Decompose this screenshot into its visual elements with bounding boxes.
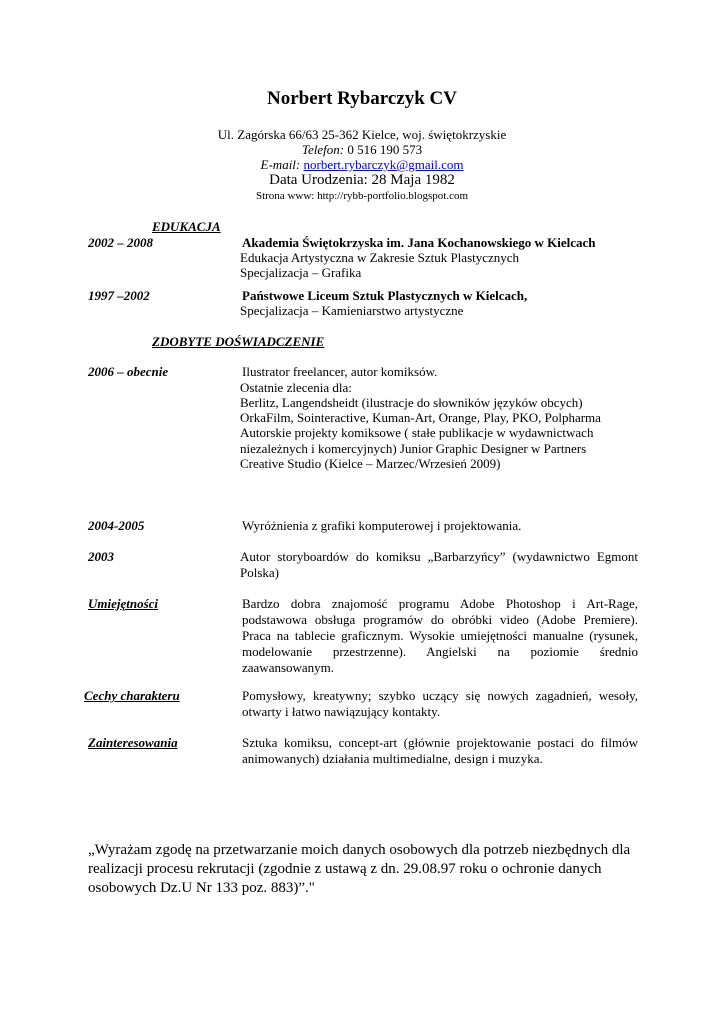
exp1-line: Ostatnie zlecenia dla:: [240, 380, 352, 395]
skills-text: Bardzo dobra znajomość programu Adobe Photoshop i Art-Rage, podstawowa obsługa programów do obróbki video (Adobe Premiere). Praca na tablecie graficznym. Wysokie umiejętności manualne (rysunek, modelowanie przestrzenne). Angielski na poziomie średnio zaawansowanym.: [242, 596, 638, 675]
edu1-school: Akademia Świętokrzyska im. Jana Kochanowskiego w Kielcach: [242, 235, 596, 250]
interests-label: Zainteresowania: [88, 735, 178, 750]
experience-heading: ZDOBYTE DOŚWIADCZENIE: [152, 334, 325, 349]
phone-line: [0, 142, 724, 158]
phone-number: 0 516 190 573: [347, 142, 423, 157]
data-consent-clause: „Wyrażam zgodę na przetwarzanie moich danych osobowych dla potrzeb niezbędnych dla realizacji procesu rekrutacji (zgodnie z ustawą z dn. 29.08.97 roku o ochronie danych osobowych Dz.U Nr 133 poz. 883)”.": [88, 842, 631, 896]
website: Strona www: http://rybb-portfolio.blogspot.com: [255, 190, 469, 202]
exp1-line: niezależnych i komercyjnych) Junior Graphic Designer w Partners: [240, 441, 587, 456]
exp2-text: Wyróżnienia z grafiki komputerowej i projektowania.: [242, 518, 522, 533]
email-link[interactable]: norbert.rybarczyk@gmail.com: [303, 157, 464, 172]
edu1-line1: Edukacja Artystyczna w Zakresie Sztuk Plastycznych: [240, 250, 520, 265]
cv-title: Norbert Rybarczyk CV: [267, 88, 457, 109]
traits-text: Pomysłowy, kreatywny; szybko uczący się nowych zagadnień, wesoły, otwarty i łatwo nawiązujący kontakty.: [242, 688, 638, 719]
address: Ul. Zagórska 66/63 25-362 Kielce, woj. świętokrzyskie: [217, 127, 507, 142]
traits-label: Cechy charakteru: [84, 688, 180, 703]
edu2-line1: Specjalizacja – Kamieniarstwo artystyczne: [240, 303, 464, 318]
exp1-line: Berlitz, Langendsheidt (ilustracje do słowników języków obcych): [240, 395, 583, 410]
exp1-line: Autorskie projekty komiksowe ( stałe publikacje w wydawnictwach: [240, 425, 594, 440]
exp1-line: Creative Studio (Kielce – Marzec/Wrzesień 2009): [240, 456, 501, 471]
edu2-school: Państwowe Liceum Sztuk Plastycznych w Kielcach,: [242, 288, 528, 303]
exp3-date: 2003: [88, 549, 114, 564]
edu1-date: 2002 – 2008: [88, 235, 153, 250]
skills-label: Umiejętności: [88, 596, 159, 611]
birth-date: Data Urodzenia: 28 Maja 1982: [269, 172, 455, 188]
exp1-line: Ilustrator freelancer, autor komiksów.: [242, 364, 438, 379]
exp1-date: 2006 – obecnie: [88, 364, 169, 379]
edu1-line2: Specjalizacja – Grafika: [240, 265, 362, 280]
education-heading: EDUKACJA: [152, 219, 221, 234]
exp3-text: Autor storyboardów do komiksu „Barbarzyńcy” (wydawnictwo Egmont Polska): [240, 549, 638, 580]
email-line: [0, 157, 724, 173]
phone-label: Telefon:: [301, 142, 345, 157]
exp1-line: OrkaFilm, Sointeractive, Kuman-Art, Orange, Play, PKO, Polpharma: [240, 410, 601, 425]
edu2-date: 1997 –2002: [88, 288, 150, 303]
email-label: E-mail:: [260, 157, 301, 172]
interests-text: Sztuka komiksu, concept-art (głównie projektowanie postaci do filmów animowanych) działania multimedialne, design i muzyka.: [242, 735, 638, 766]
exp2-date: 2004-2005: [88, 518, 145, 533]
